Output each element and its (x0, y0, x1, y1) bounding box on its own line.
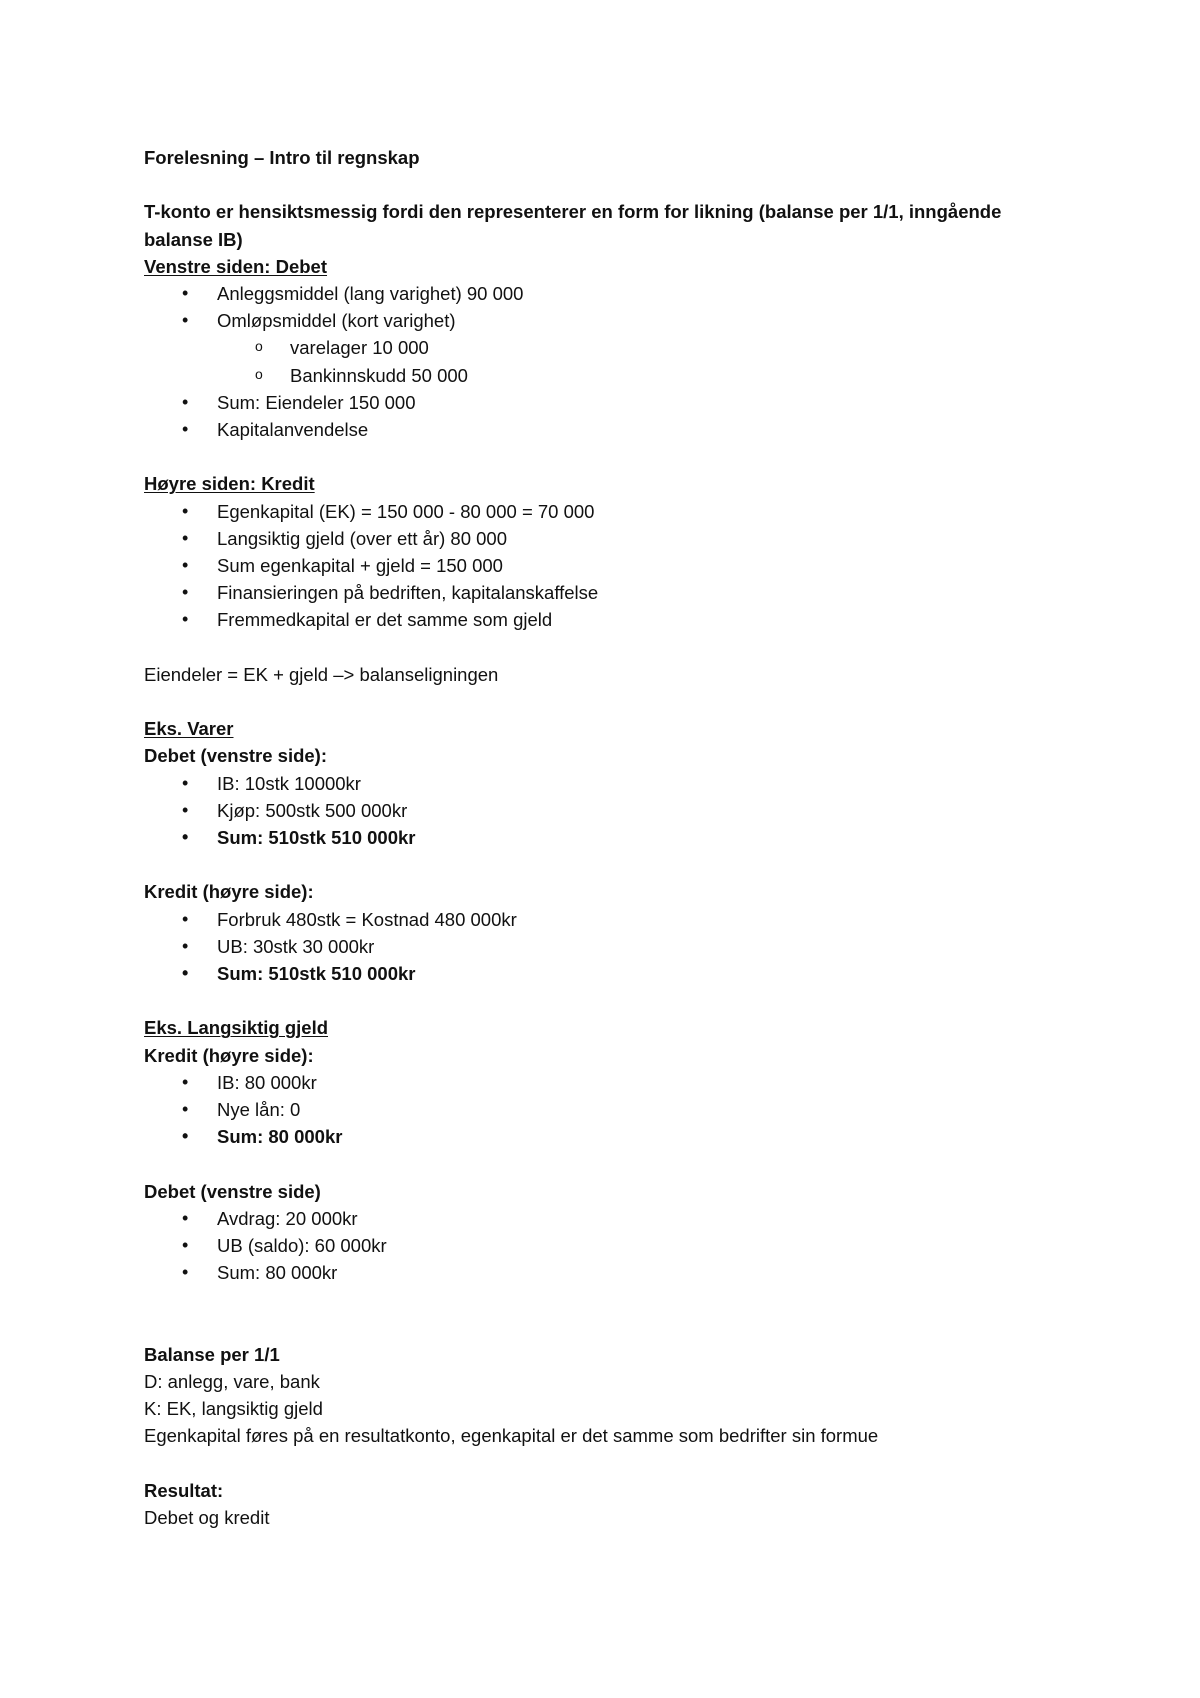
list-item: • IB: 10stk 10000kr (144, 770, 1064, 797)
spacer (144, 688, 1064, 715)
list-item: • Nye lån: 0 (144, 1096, 1064, 1123)
gjeld-kredit-list (144, 1069, 1064, 1151)
bullet-icon: • (182, 827, 189, 848)
hollow-bullet-icon: o (255, 365, 263, 382)
document-page (144, 144, 1064, 1531)
venstre-heading: Venstre siden: Debet (144, 255, 328, 277)
list-item: • Sum: 510stk 510 000kr (144, 824, 1064, 851)
balanse-heading: Balanse per 1/1 (144, 1343, 280, 1365)
list-item: • Kapitalanvendelse (144, 416, 1064, 443)
spacer (144, 987, 1064, 1014)
resultat-heading: Resultat: (144, 1479, 224, 1501)
hoyre-heading: Høyre siden: Kredit (144, 473, 315, 495)
bullet-icon: • (182, 1126, 189, 1147)
bullet-icon: • (182, 391, 189, 412)
hoyre-list (144, 498, 1064, 634)
spacer (144, 1150, 1064, 1177)
venstre-list (144, 280, 1064, 334)
list-item: • Anleggsmiddel (lang varighet) 90 000 (144, 280, 1064, 307)
varer-debet-list (144, 770, 1064, 852)
spacer (144, 1314, 1064, 1341)
bullet-icon: • (182, 1099, 189, 1120)
list-item: • Omløpsmiddel (kort varighet) (144, 307, 1064, 334)
bullet-icon: • (182, 283, 189, 303)
list-item: • Egenkapital (EK) = 150 000 - 80 000 = 70 000 (144, 498, 1064, 525)
bullet-icon: • (182, 582, 189, 603)
bullet-icon: • (182, 555, 189, 576)
balanse-line: K: EK, langsiktig gjeld (144, 1398, 323, 1420)
list-item: o Bankinnskudd 50 000 (144, 362, 1064, 389)
balance-equation: Eiendeler = EK + gjeld –> balanseligningen (144, 663, 499, 685)
spacer (144, 443, 1064, 470)
list-item: • UB: 30stk 30 000kr (144, 933, 1064, 960)
gjeld-debet-heading: Debet (venstre side) (144, 1180, 321, 1202)
gjeld-debet-list (144, 1205, 1064, 1287)
bullet-icon: • (182, 908, 189, 929)
spacer (144, 851, 1064, 878)
bullet-icon: • (182, 609, 189, 630)
varer-heading: Eks. Varer (144, 718, 234, 740)
list-item: • Sum: Eiendeler 150 000 (144, 389, 1064, 416)
list-item: • Forbruk 480stk = Kostnad 480 000kr (144, 906, 1064, 933)
bullet-icon: • (182, 500, 189, 521)
bullet-icon: • (182, 419, 189, 440)
list-item: • Sum: 80 000kr (144, 1259, 1064, 1286)
venstre-list-continued (144, 389, 1064, 443)
spacer (144, 171, 1064, 198)
bullet-icon: • (182, 1262, 189, 1283)
list-item: • Langsiktig gjeld (over ett år) 80 000 (144, 525, 1064, 552)
bullet-icon: • (182, 1207, 189, 1228)
list-item: • Avdrag: 20 000kr (144, 1205, 1064, 1232)
bullet-icon: • (182, 772, 189, 793)
bullet-icon: • (182, 935, 189, 956)
venstre-sublist (144, 334, 1064, 388)
document-title: Forelesning – Intro til regnskap (144, 147, 420, 168)
list-item: • Sum: 510stk 510 000kr (144, 960, 1064, 987)
list-item: • Finansieringen på bedriften, kapitalanskaffelse (144, 579, 1064, 606)
list-item: • IB: 80 000kr (144, 1069, 1064, 1096)
spacer (144, 1286, 1064, 1313)
bullet-icon: • (182, 1235, 189, 1256)
gjeld-kredit-heading: Kredit (høyre side): (144, 1044, 314, 1066)
list-item: • Fremmedkapital er det samme som gjeld (144, 606, 1064, 633)
balanse-line: D: anlegg, vare, bank (144, 1371, 320, 1392)
list-item: • Kjøp: 500stk 500 000kr (144, 797, 1064, 824)
varer-debet-heading: Debet (venstre side): (144, 745, 327, 767)
gjeld-heading: Eks. Langsiktig gjeld (144, 1017, 329, 1039)
varer-kredit-heading: Kredit (høyre side): (144, 881, 314, 903)
list-item: • Sum egenkapital + gjeld = 150 000 (144, 552, 1064, 579)
hollow-bullet-icon: o (255, 338, 263, 355)
bullet-icon: • (182, 527, 189, 548)
spacer (144, 634, 1064, 661)
bullet-icon: • (182, 799, 189, 820)
bullet-icon: • (182, 310, 189, 331)
resultat-line: Debet og kredit (144, 1507, 270, 1528)
bullet-icon: • (182, 963, 189, 984)
bullet-icon: • (182, 1071, 189, 1092)
varer-kredit-list (144, 906, 1064, 988)
list-item: • Sum: 80 000kr (144, 1123, 1064, 1150)
list-item: o varelager 10 000 (144, 334, 1064, 361)
intro-paragraph: T-konto er hensiktsmessig fordi den representerer en form for likning (balanse per 1/1, inngående balanse IB) (144, 201, 1002, 250)
balanse-line: Egenkapital føres på en resultatkonto, egenkapital er det samme som bedrifter sin formue (144, 1425, 879, 1447)
spacer (144, 1450, 1064, 1477)
list-item: • UB (saldo): 60 000kr (144, 1232, 1064, 1259)
